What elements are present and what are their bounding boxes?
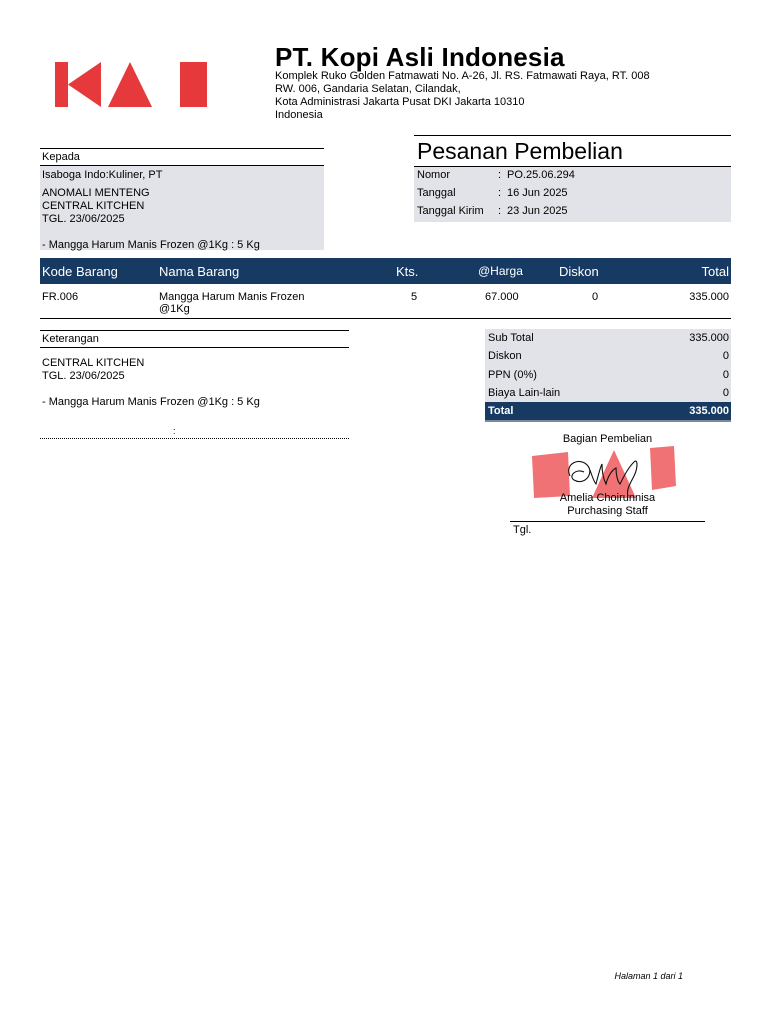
- meta-colon: :: [498, 187, 502, 199]
- cell-code: FR.006: [42, 291, 79, 303]
- cell-name-line2: @1Kg: [159, 303, 190, 315]
- totals-value: 0: [722, 350, 729, 362]
- meta-label: Nomor: [417, 169, 451, 181]
- totals-row-discount: [485, 347, 731, 365]
- meta-value: PO.25.06.294: [507, 169, 575, 181]
- table-row: [40, 284, 731, 319]
- kai-logo-graphic: [55, 62, 207, 107]
- cell-price: 67.000: [485, 291, 519, 303]
- meta-colon: :: [498, 205, 502, 217]
- signer-name: Amelia Choirunnisa: [559, 492, 656, 504]
- notes-label: Keterangan: [42, 333, 99, 345]
- totals-panel: [485, 329, 731, 402]
- totals-value: 335.000: [689, 332, 729, 344]
- recipient-panel: [40, 166, 324, 250]
- totals-row-other-fees: [485, 384, 731, 402]
- meta-label: Tanggal: [417, 187, 456, 199]
- recipient-label: Kepada: [42, 151, 80, 163]
- meta-label: Tanggal Kirim: [417, 205, 484, 217]
- totals-row-tax: [485, 366, 731, 384]
- col-header-discount: Diskon: [559, 264, 599, 279]
- title-top-rule: [414, 135, 731, 136]
- col-header-price: @Harga: [478, 264, 523, 278]
- totals-label: Sub Total: [488, 332, 534, 344]
- signature-caption: Bagian Pembelian: [562, 433, 653, 445]
- meta-colon: :: [498, 169, 502, 181]
- meta-value: 23 Jun 2025: [507, 205, 568, 217]
- col-header-total: Total: [701, 264, 729, 279]
- totals-label: Biaya Lain-lain: [488, 387, 561, 399]
- items-table-header: [40, 258, 731, 284]
- signer-role: Purchasing Staff: [567, 505, 648, 517]
- totals-label: Diskon: [488, 350, 522, 362]
- grand-total-label: Total: [488, 405, 514, 417]
- company-name: PT. Kopi Asli Indonesia: [275, 42, 565, 72]
- recipient-name: Isaboga Indo:Kuliner, PT: [42, 169, 163, 181]
- recipient-header: [40, 148, 324, 166]
- grand-total-value: 335.000: [689, 405, 729, 417]
- col-header-name: Nama Barang: [159, 264, 240, 279]
- col-header-code: Kode Barang: [42, 264, 118, 279]
- company-address: Komplek Ruko Golden Fatmawati No. A-26, Jl. RS. Fatmawati Raya, RT. 008 RW. 006, Gandaria Selatan, Cilandak, Kota Administrasi Jakarta Pusat DKI Jakarta 10310 Indonesia: [275, 70, 650, 121]
- notes-text: CENTRAL KITCHEN TGL. 23/06/2025 - Mangga Harum Manis Frozen @1Kg : 5 Kg: [42, 357, 260, 408]
- totals-value: 0: [722, 369, 729, 381]
- cell-total: 335.000: [689, 291, 729, 303]
- notes-header: [40, 330, 349, 348]
- totals-value: 0: [722, 387, 729, 399]
- signature-date-label: Tgl.: [513, 524, 532, 536]
- cell-discount: 0: [592, 291, 599, 303]
- document-title: Pesanan Pembelian: [417, 138, 623, 164]
- meta-value: 16 Jun 2025: [507, 187, 568, 199]
- notes-dotted-line: [40, 438, 349, 439]
- notes-colon: :: [173, 426, 176, 436]
- cell-qty: 5: [411, 291, 418, 303]
- recipient-details: ANOMALI MENTENG CENTRAL KITCHEN TGL. 23/06/2025 - Mangga Harum Manis Frozen @1Kg : 5 Kg: [42, 187, 260, 251]
- col-header-qty: Kts.: [396, 264, 419, 279]
- totals-label: PPN (0%): [488, 369, 537, 381]
- signature-rule: [510, 521, 705, 522]
- grand-total-row: [485, 402, 731, 422]
- page-number: Halaman 1 dari 1: [614, 971, 683, 981]
- document-meta-panel: [414, 167, 731, 222]
- company-logo: [55, 62, 207, 112]
- cell-name-line1: Mangga Harum Manis Frozen: [159, 291, 305, 303]
- totals-row-subtotal: [485, 329, 731, 347]
